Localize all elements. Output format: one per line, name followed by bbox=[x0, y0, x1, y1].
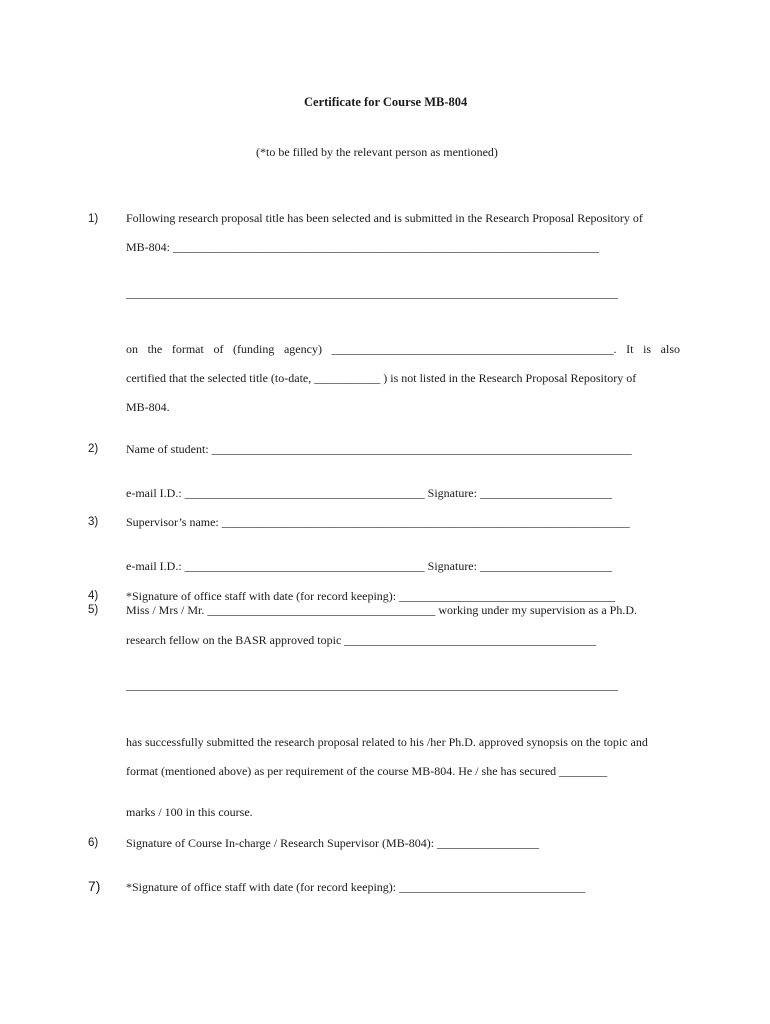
office-staff-signature-field-2: *Signature of office staff with date (for record keeping): _______________________________ bbox=[126, 880, 586, 894]
item-1-line-1: Following research proposal title has been selected and is submitted in the Research Proposal Repository of bbox=[126, 211, 643, 225]
item-5-line-2: research fellow on the BASR approved topic __________________________________________ bbox=[126, 633, 597, 647]
item-5-line-1: Miss / Mrs / Mr. ______________________________________ working under my supervision as a Ph.D. bbox=[126, 603, 637, 617]
supervisor-name-field: Supervisor’s name: ____________________________________________________________________ bbox=[126, 515, 630, 529]
page-title: Certificate for Course MB-804 bbox=[304, 95, 468, 109]
course-incharge-signature-field: Signature of Course In-charge / Research Supervisor (MB-804): _________________ bbox=[126, 836, 540, 850]
student-name-field: Name of student: ______________________________________________________________________ bbox=[126, 442, 632, 456]
item-5-line-4: has successfully submitted the research proposal related to his /her Ph.D. approved synopsis on the topic and bbox=[126, 735, 648, 749]
item-6-number: 6) bbox=[88, 837, 99, 849]
item-7-number: 7) bbox=[88, 878, 101, 894]
item-1-line-5: certified that the selected title (to-date, ___________ ) is not listed in the Research Proposal Repository of bbox=[126, 371, 637, 385]
item-1-line-3: __________________________________________________________________________________ bbox=[126, 286, 618, 300]
item-1-line-4: on the format of (funding agency) _______________________________________________. It is also bbox=[126, 342, 680, 356]
item-3-number: 3) bbox=[88, 516, 99, 528]
item-1-line-2: MB-804: _______________________________________________________________________ bbox=[126, 240, 600, 254]
item-2-number: 2) bbox=[88, 443, 99, 455]
page-subtitle: (*to be filled by the relevant person as mentioned) bbox=[256, 145, 498, 159]
item-5-number: 5) bbox=[88, 604, 99, 616]
item-1-number: 1) bbox=[88, 213, 99, 225]
item-5-line-6: marks / 100 in this course. bbox=[126, 805, 253, 819]
item-4-number: 4) bbox=[88, 590, 99, 602]
item-1-line-6: MB-804. bbox=[126, 400, 170, 414]
item-5-line-3: __________________________________________________________________________________ bbox=[126, 678, 618, 692]
student-email-signature-field: e-mail I.D.: ________________________________________ Signature: ______________________ bbox=[126, 486, 612, 500]
supervisor-email-signature-field: e-mail I.D.: ________________________________________ Signature: ______________________ bbox=[126, 559, 612, 573]
office-staff-signature-field: *Signature of office staff with date (for record keeping): ____________________________________ bbox=[126, 589, 616, 603]
item-5-line-5: format (mentioned above) as per requirement of the course MB-804. He / she has secured ________ bbox=[126, 764, 608, 778]
